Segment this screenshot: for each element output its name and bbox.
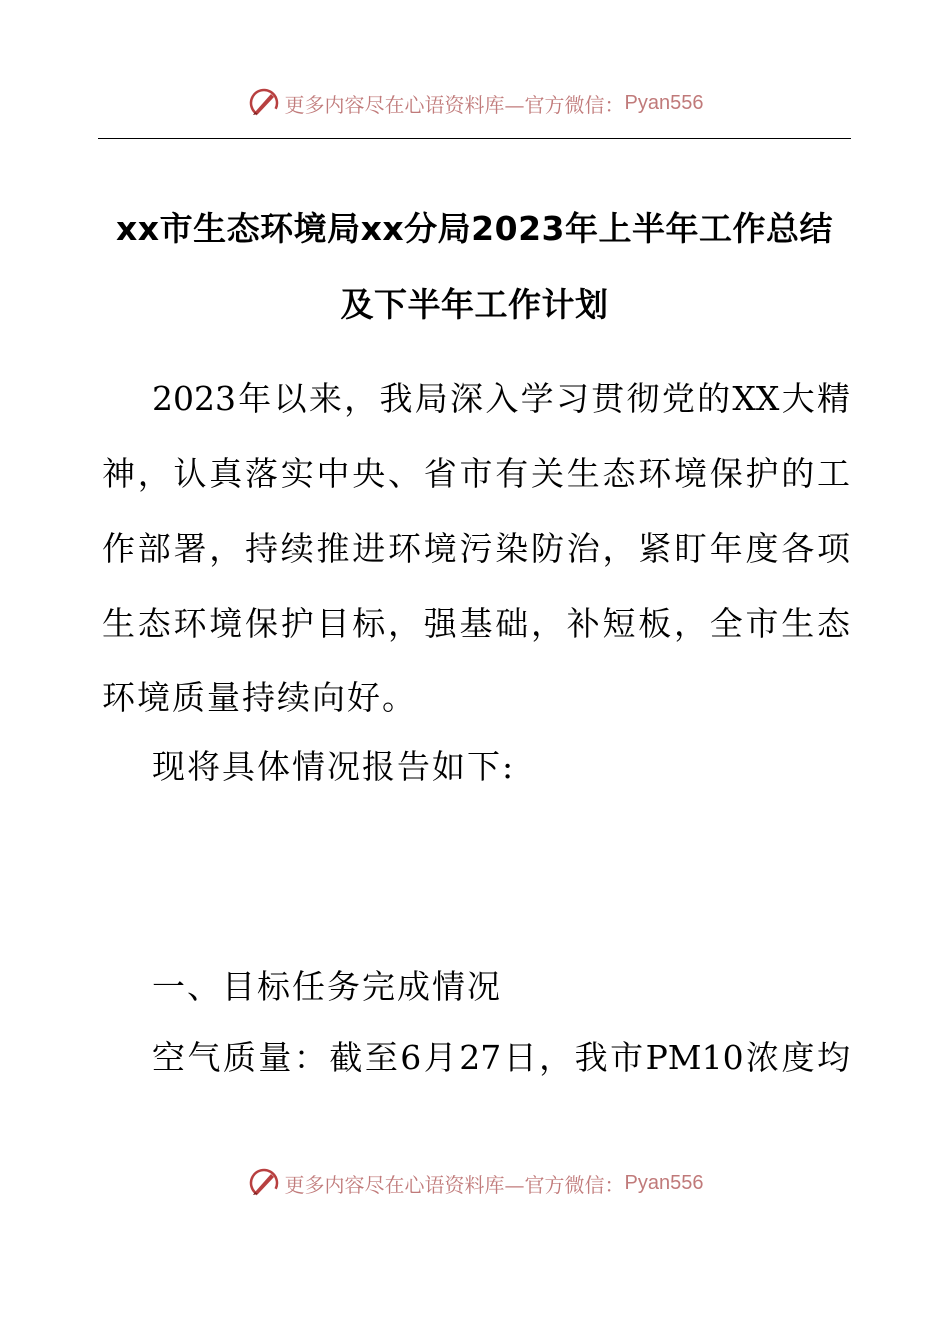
watermark-text: 更多内容尽在心语资料库—官方微信： xyxy=(284,1172,625,1197)
document-title-line-2: 及下半年工作计划 xyxy=(340,285,609,324)
pen-logo-icon xyxy=(247,1166,281,1200)
air-quality-line: 空气质量：截至6月27日，我市PM10浓度均 xyxy=(152,1038,850,1077)
pen-logo-icon xyxy=(247,86,281,120)
intro-line-4: 生态环境保护目标，强基础，补短板，全市生态 xyxy=(102,604,850,643)
intro-line-5: 环境质量持续向好。 xyxy=(102,678,417,717)
section-heading: 一、目标任务完成情况 xyxy=(152,967,502,1006)
header-watermark xyxy=(0,83,950,123)
intro-line-1: 2023年以来，我局深入学习贯彻党的XX大精 xyxy=(152,379,850,418)
watermark-handle: Pyan556 xyxy=(624,1171,704,1194)
watermark-handle: Pyan556 xyxy=(624,91,704,114)
header-rule xyxy=(98,138,851,139)
report-intro-line: 现将具体情况报告如下: xyxy=(152,747,516,786)
document-title-line-1: xx市生态环境局xx分局2023年上半年工作总结 xyxy=(116,209,833,248)
watermark-text: 更多内容尽在心语资料库—官方微信： xyxy=(284,92,625,117)
intro-line-2: 神，认真落实中央、省市有关生态环境保护的工 xyxy=(102,454,850,493)
intro-line-3: 作部署，持续推进环境污染防治，紧盯年度各项 xyxy=(102,529,850,568)
footer-watermark xyxy=(0,1163,950,1203)
